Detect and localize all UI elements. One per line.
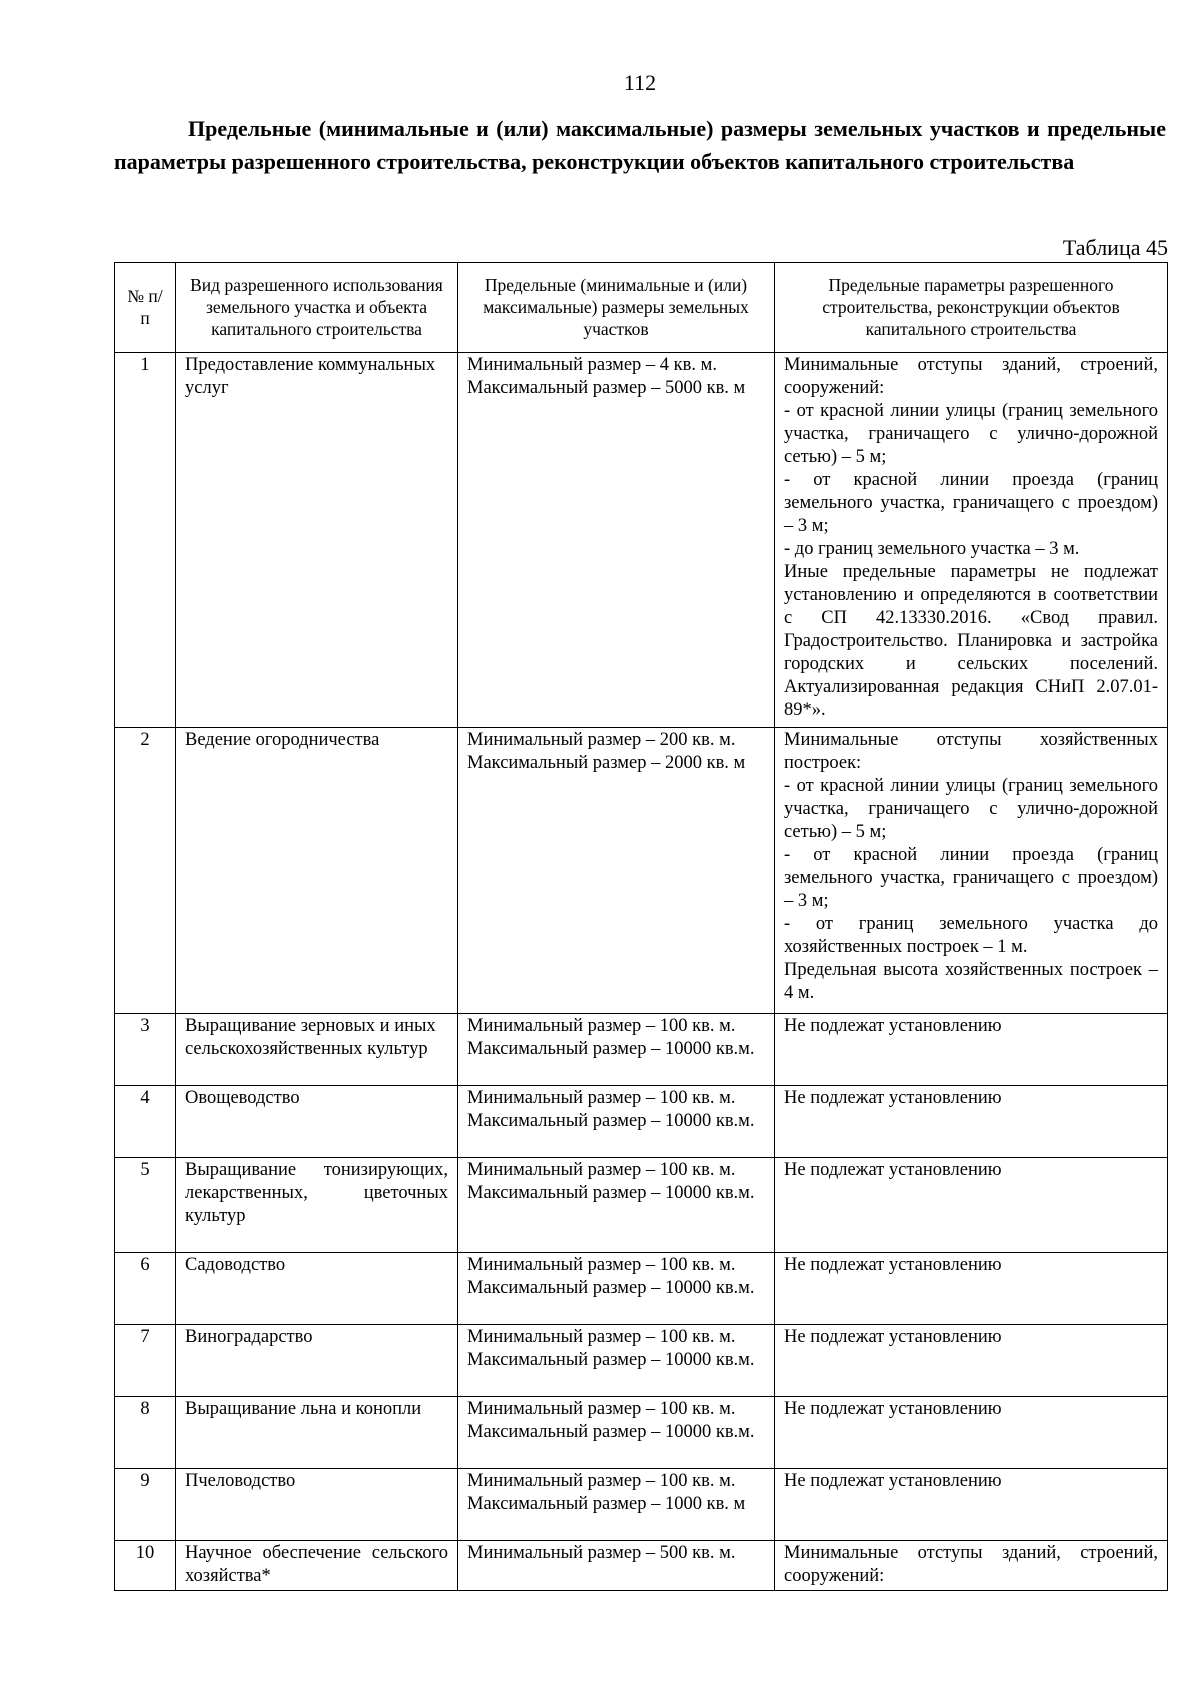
plot-size-line: Максимальный размер – 10000 кв.м. <box>467 1039 755 1059</box>
plot-size-line: Максимальный размер – 1000 кв. м <box>467 1494 746 1514</box>
permitted-use-cell: Виноградарство <box>176 1325 458 1397</box>
plot-size-line: Минимальный размер – 200 кв. м. <box>467 730 736 750</box>
construction-param-line: Не подлежат установлению <box>784 1016 1002 1036</box>
plot-size-cell <box>458 1325 775 1397</box>
plot-size-cell <box>458 1469 775 1541</box>
plot-size-line: Максимальный размер – 10000 кв.м. <box>467 1183 755 1203</box>
table-row <box>115 353 1168 728</box>
construction-param-line: Иные предельные параметры не подлежат установлению и определяются в соответствии с СП 42.13330.2016. «Свод правил. Градостроительство. Планировка и застройка городских и сельских поселений. Актуализированная редакция СНиП 2.07.01-89*». <box>784 562 1158 720</box>
construction-param-line: - от границ земельного участка до хозяйственных построек – 1 м. <box>784 914 1158 957</box>
plot-size-cell <box>458 353 775 728</box>
table-row <box>115 1253 1168 1325</box>
permitted-use-cell: Овощеводство <box>176 1086 458 1158</box>
construction-params-cell <box>775 1397 1168 1469</box>
plot-size-line: Минимальный размер – 100 кв. м. <box>467 1399 736 1419</box>
row-number: 3 <box>115 1014 176 1086</box>
construction-param-line: Предельная высота хозяйственных построек – 4 м. <box>784 960 1158 1003</box>
construction-params-cell <box>775 353 1168 728</box>
permitted-use-cell: Ведение огородничества <box>176 728 458 1014</box>
document-title: Предельные (минимальные и (или) максимальные) размеры земельных участков и предельные параметры разрешенного строительства, реконструкции объектов капитального строительства <box>114 116 1166 174</box>
construction-params-cell <box>775 1086 1168 1158</box>
plot-size-line: Минимальный размер – 100 кв. м. <box>467 1471 736 1491</box>
table-header-row <box>115 263 1168 353</box>
plot-size-line: Минимальный размер – 100 кв. м. <box>467 1255 736 1275</box>
construction-params-cell <box>775 1253 1168 1325</box>
construction-param-line: Не подлежат установлению <box>784 1088 1002 1108</box>
plot-size-cell <box>458 1253 775 1325</box>
table-row <box>115 1541 1168 1591</box>
plot-size-line: Минимальный размер – 100 кв. м. <box>467 1016 736 1036</box>
plot-size-cell <box>458 1014 775 1086</box>
plot-size-line: Максимальный размер – 10000 кв.м. <box>467 1422 755 1442</box>
row-number: 10 <box>115 1541 176 1591</box>
plot-size-cell <box>458 1158 775 1253</box>
header-plot-size: Предельные (минимальные и (или) максимальные) размеры земельных участков <box>458 263 775 353</box>
plot-size-cell <box>458 1541 775 1591</box>
table-caption: Таблица 45 <box>1062 235 1168 260</box>
header-permitted-use: Вид разрешенного использования земельного участка и объекта капитального строительства <box>176 263 458 353</box>
permitted-use-cell: Предоставление коммунальных услуг <box>176 353 458 728</box>
plot-size-line: Максимальный размер – 10000 кв.м. <box>467 1350 755 1370</box>
permitted-use-cell: Садоводство <box>176 1253 458 1325</box>
permitted-use-cell: Выращивание льна и конопли <box>176 1397 458 1469</box>
table-row <box>115 1397 1168 1469</box>
construction-param-line: - до границ земельного участка – 3 м. <box>784 539 1080 559</box>
table-row <box>115 1158 1168 1253</box>
construction-param-line: - от красной линии улицы (границ земельного участка, граничащего с улично-дорожной сетью) – 5 м; <box>784 401 1158 467</box>
table-row <box>115 728 1168 1014</box>
construction-param-line: - от красной линии проезда (границ земельного участка, граничащего с проездом) – 3 м; <box>784 470 1158 536</box>
construction-param-line: Не подлежат установлению <box>784 1160 1002 1180</box>
plot-size-line: Максимальный размер – 10000 кв.м. <box>467 1278 755 1298</box>
plot-size-cell <box>458 1397 775 1469</box>
construction-param-line: Не подлежат установлению <box>784 1327 1002 1347</box>
row-number: 5 <box>115 1158 176 1253</box>
row-number: 7 <box>115 1325 176 1397</box>
construction-param-line: - от красной линии проезда (границ земельного участка, граничащего с проездом) – 3 м; <box>784 845 1158 911</box>
plot-size-line: Минимальный размер – 4 кв. м. <box>467 355 717 375</box>
construction-params-cell <box>775 1469 1168 1541</box>
row-number: 8 <box>115 1397 176 1469</box>
plot-size-line: Максимальный размер – 10000 кв.м. <box>467 1111 755 1131</box>
row-number: 9 <box>115 1469 176 1541</box>
permitted-use-cell: Выращивание зерновых и иных сельскохозяйственных культур <box>176 1014 458 1086</box>
permitted-use-cell: Научное обеспечение сельского хозяйства* <box>176 1541 458 1591</box>
table-row <box>115 1086 1168 1158</box>
page-number: 112 <box>623 70 657 95</box>
construction-param-line: Минимальные отступы зданий, строений, сооружений: <box>784 355 1158 398</box>
construction-params-cell <box>775 1014 1168 1086</box>
construction-params-cell <box>775 1541 1168 1591</box>
construction-param-line: Не подлежат установлению <box>784 1471 1002 1491</box>
permitted-use-cell: Пчеловодство <box>176 1469 458 1541</box>
construction-param-line: Минимальные отступы зданий, строений, сооружений: <box>784 1543 1158 1586</box>
plot-size-line: Максимальный размер – 5000 кв. м <box>467 378 746 398</box>
header-number: № п/п <box>115 263 176 353</box>
construction-param-line: Не подлежат установлению <box>784 1255 1002 1275</box>
construction-param-line: - от красной линии улицы (границ земельного участка, граничащего с улично-дорожной сетью) – 5 м; <box>784 776 1158 842</box>
construction-param-line: Минимальные отступы хозяйственных построек: <box>784 730 1158 773</box>
plot-size-line: Минимальный размер – 100 кв. м. <box>467 1327 736 1347</box>
table-row <box>115 1325 1168 1397</box>
table-row <box>115 1014 1168 1086</box>
table-row <box>115 1469 1168 1541</box>
row-number: 2 <box>115 728 176 1014</box>
plot-size-line: Минимальный размер – 100 кв. м. <box>467 1160 736 1180</box>
row-number: 4 <box>115 1086 176 1158</box>
parameters-table <box>114 262 1168 1591</box>
construction-params-cell <box>775 1325 1168 1397</box>
plot-size-cell <box>458 1086 775 1158</box>
plot-size-line: Минимальный размер – 100 кв. м. <box>467 1088 736 1108</box>
plot-size-line: Максимальный размер – 2000 кв. м <box>467 753 746 773</box>
row-number: 6 <box>115 1253 176 1325</box>
plot-size-line: Минимальный размер – 500 кв. м. <box>467 1543 736 1563</box>
plot-size-cell <box>458 728 775 1014</box>
construction-params-cell <box>775 1158 1168 1253</box>
construction-param-line: Не подлежат установлению <box>784 1399 1002 1419</box>
row-number: 1 <box>115 353 176 728</box>
permitted-use-cell: Выращивание тонизирующих, лекарственных, цветочных культур <box>176 1158 458 1253</box>
header-construction-params: Предельные параметры разрешенного строительства, реконструкции объектов капитального строительства <box>775 263 1168 353</box>
construction-params-cell <box>775 728 1168 1014</box>
